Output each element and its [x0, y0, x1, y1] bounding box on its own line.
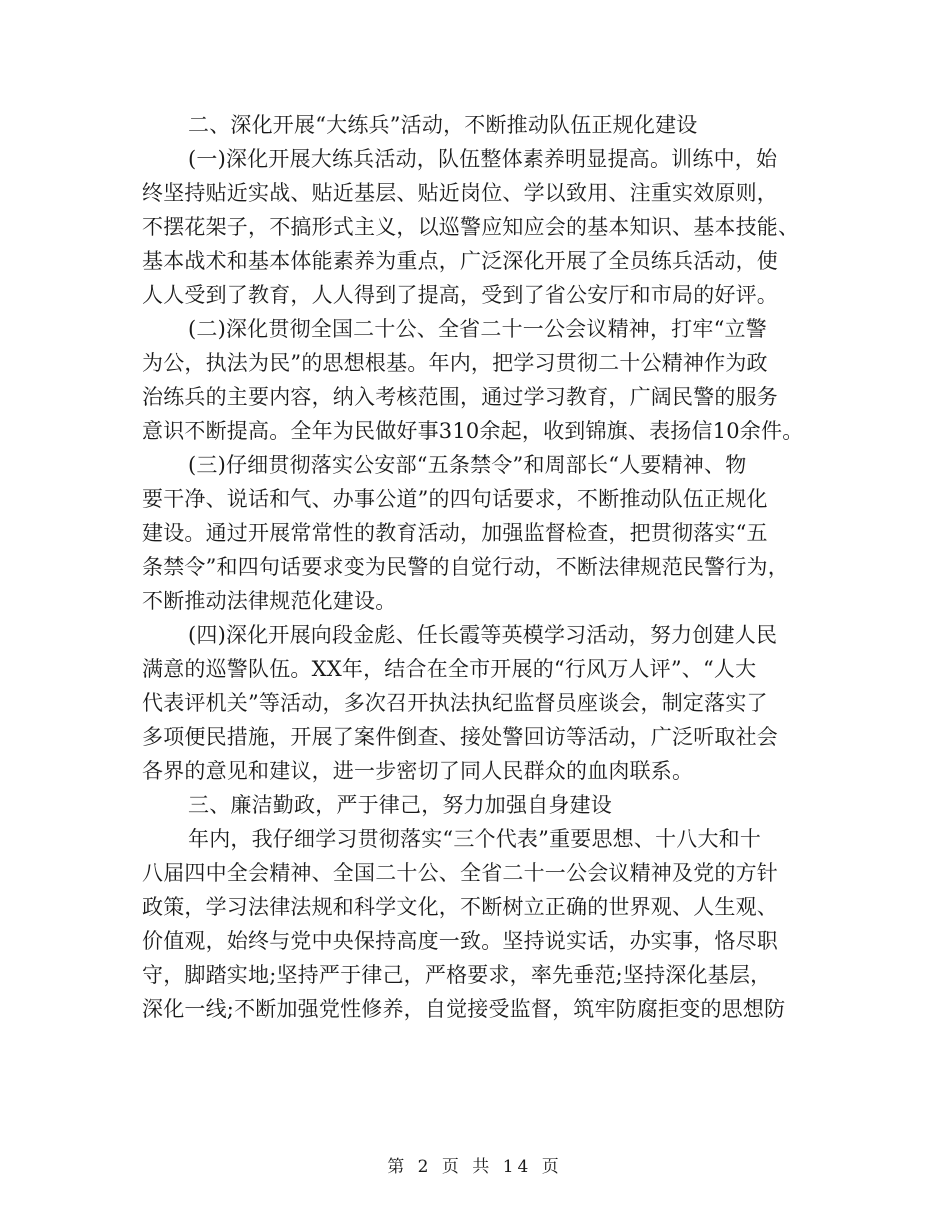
text-line: (二)深化贯彻全国二十公、全省二十一公会议精神，打牢“立警: [188, 317, 767, 341]
text-line: 要干净、说话和气、办事公道”的四句话要求，不断推动队伍正规化: [142, 487, 768, 511]
text-line: 年内，我仔细学习贯彻落实“三个代表”重要思想、十八大和十: [188, 827, 762, 851]
text-line: (一)深化开展大练兵活动，队伍整体素养明显提高。训练中，始: [188, 147, 778, 171]
text-line: 多项便民措施，开展了案件倒查、接处警回访等活动，广泛听取社会: [142, 725, 778, 749]
text-line: 不断推动法律规范化建设。: [142, 589, 397, 613]
text-line: 二、深化开展“大练兵”活动，不断推动队伍正规化建设: [188, 113, 698, 137]
text-line: 人人受到了教育，人人得到了提高，受到了省公安厅和市局的好评。: [142, 283, 778, 307]
text-line: 不摆花架子，不搞形式主义，以巡警应知应会的基本知识、基本技能、: [142, 215, 800, 239]
text-line: 守，脚踏实地;坚持严于律己，严格要求，率先垂范;坚持深化基层，: [142, 963, 772, 987]
text-line: 建设。通过开展常常性的教育活动，加强监督检查，把贯彻落实“五: [142, 521, 768, 545]
text-line: 满意的巡警队伍。XX年，结合在全市开展的“行风万人评”、“人大: [142, 657, 757, 681]
text-line: 代表评机关”等活动，多次召开执法执纪监督员座谈会，制定落实了: [142, 691, 768, 715]
text-line: (三)仔细贯彻落实公安部“五条禁令”和周部长“人要精神、物: [188, 453, 747, 477]
text-line: 八届四中全会精神、全国二十公、全省二十一公会议精神及党的方针: [142, 861, 778, 885]
text-line: 各界的意见和建议，进一步密切了同人民群众的血肉联系。: [142, 759, 694, 783]
document-body: [142, 108, 802, 1026]
text-line: 治练兵的主要内容，纳入考核范围，通过学习教育，广阔民警的服务: [142, 385, 778, 409]
text-line: 深化一线;不断加强党性修养，自觉接受监督，筑牢防腐拒变的思想防: [142, 997, 786, 1021]
text-line: 条禁令”和四句话要求变为民警的自觉行动，不断法律规范民警行为，: [142, 555, 789, 579]
text-line: (四)深化开展向段金彪、任长霞等英模学习活动，努力创建人民: [188, 623, 778, 647]
page-footer: 第 2 页 共 14 页: [387, 1157, 563, 1177]
text-line: 为公，执法为民”的思想根基。年内，把学习贯彻二十公精神作为政: [142, 351, 768, 375]
text-line: 三、廉洁勤政，严于律己，努力加强自身建设: [188, 793, 612, 817]
text-line: 终坚持贴近实战、贴近基层、贴近岗位、学以致用、注重实效原则，: [142, 181, 778, 205]
text-line: 基本战术和基本体能素养为重点，广泛深化开展了全员练兵活动，使: [142, 249, 778, 273]
text-line: 意识不断提高。全年为民做好事310余起，收到锦旗、表扬信10余件。: [142, 419, 804, 443]
text-line: 政策，学习法律法规和科学文化，不断树立正确的世界观、人生观、: [142, 895, 778, 919]
text-line: 价值观，始终与党中央保持高度一致。坚持说实话，办实事，恪尽职: [142, 929, 778, 953]
